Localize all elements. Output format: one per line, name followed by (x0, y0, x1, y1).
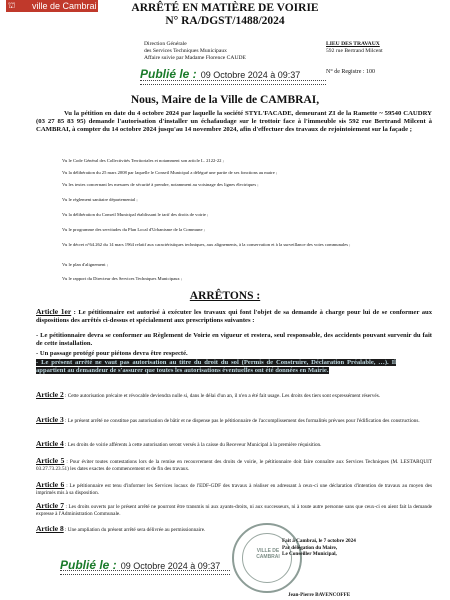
document-number: N° RA/DGST/1488/2024 (165, 15, 285, 27)
city-emblem-icon: ⛫ (8, 1, 16, 10)
article-label: Article 4 (36, 439, 64, 448)
service-line: des Services Techniques Municipaux (144, 48, 227, 54)
article-6 (36, 482, 432, 496)
vu-item: Vu le Code Général des Collectivités Territoriales et notamment son article L. 2122-22 ; (62, 158, 224, 163)
stamp-label: Publié le : (140, 67, 197, 81)
arretons-heading: ARRÊTONS : (189, 290, 261, 302)
signature-delegation: Par délégation du Maire, (282, 544, 338, 551)
service-line: Affaire suivie par Madame Florence CAUDE (144, 55, 246, 61)
article-1-item: - Un passage protégé pour piétons devra être respecté. (36, 350, 188, 357)
article-text: : Pour éviter toutes contestations lors de la remise en recouvrement des droits de voirie, le pétitionnaire doit faire connaître aux Services Techniques (M. LESTARQUIT 03.27.73.23.51) les dates exactes de commencement et de fin des travaux. (36, 459, 432, 472)
document-title: ARRÊTÉ EN MATIÈRE DE VOIRIE (131, 2, 319, 14)
article-1 (36, 308, 432, 325)
article-2 (36, 392, 432, 400)
stamp-rule (60, 574, 230, 575)
vu-item: Vu le rapport du Directeur des Services Techniques Municipaux ; (62, 276, 183, 281)
article-1-item (36, 359, 396, 375)
publication-stamp-bottom (60, 556, 240, 574)
vu-item: Vu les textes concernant les mesures de sécurité à prendre, notamment au voisinage des lignes électriques ; (62, 182, 259, 187)
signature-block (282, 538, 442, 558)
stamp-label: Publié le : (60, 558, 117, 572)
stamp-date: 09 Octobre 2024 à 09:37 (120, 561, 221, 571)
article-label: Article 7 (36, 501, 64, 510)
article-text: : Les droits ouverts par le présent arrêté ne pourront être transmis ni aux ayants-droits, ni aux successeurs, ni à toute autre personne sans que ceux-ci en aient fait la demande expresse à l'Administration Communale. (36, 504, 432, 517)
article-text: : Le pétitionnaire est autorisé à exécuter les travaux qui font l'objet de sa demande à charge pour lui de se conformer aux dispositions des arrêtés ci-dessus et spécialement aux prescriptions suivantes : (36, 309, 432, 324)
article-label: Article 2 (36, 390, 64, 399)
signature-place-date: Fait à Cambrai, le 7 octobre 2024 (282, 538, 356, 544)
lieu-label: LIEU DES TRAVAUX (326, 41, 380, 47)
vu-item: Vu le programme des servitudes du Plan Local d'Urbanisme de la Commune ; (62, 227, 205, 232)
signatory-name: Jean-Pierre BAVENCOFFE (288, 592, 351, 598)
vu-item: Vu la délibération du 25 mars 2008 par laquelle le Conseil Municipal a délégué une partie de ses fonctions au maire ; (62, 170, 278, 175)
article-text: : Une ampliation du présent arrêté sera délivrée au permissionnaire. (65, 527, 206, 533)
registre-number: N° de Registre : 100 (326, 69, 376, 75)
article-text: : Le présent arrêté ne constitue pas autorisation de bâtir et ne dispense pas le pétitionnaire de l'accomplissement des formalités prévues pour l'édification des constructions. (65, 418, 420, 424)
vu-item: Vu le règlement sanitaire départemental ; (62, 197, 138, 202)
article-3 (36, 417, 432, 425)
mayor-heading: Nous, Maire de la Ville de CAMBRAI, (130, 94, 320, 106)
article-8 (36, 526, 236, 534)
signature-role: Le Conseiller Municipal, (282, 551, 337, 558)
stamp-rule (140, 84, 326, 85)
lieu-address: 592 rue Bertrand Milcent (326, 48, 383, 54)
article-label: Article 5 (36, 456, 65, 465)
highlighted-text: - Le présent arrêté ne vaut pas autorisation au titre du droit du sol (Permis de Construire, Déclaration Préalable, …). Il appartient au demandeur de s'assurer que toutes les autorisations éventuelles ont été données en Mairie. (36, 359, 396, 374)
article-text: : Le pétitionnaire est tenu d'informer les Services locaux de l'EDF-GDF des travaux à réaliser en adressant à ceux-ci une déclaration d'intention de travaux au moyen des imprimés mis à sa disposition. (36, 483, 432, 496)
article-label: Article 8 (36, 524, 64, 533)
article-label: Article 6 (36, 480, 65, 489)
article-5 (36, 458, 432, 472)
service-line: Direction Générale (144, 41, 187, 47)
vu-item: Vu le décret n°64.262 du 14 mars 1964 relatif aux caractéristiques techniques, aux alignements, à la conservation et à la surveillance des voies communales ; (62, 242, 351, 247)
service-block (144, 41, 324, 62)
vu-item: Vu la délibération du Conseil Municipal établissant le tarif des droits de voirie ; (62, 212, 209, 217)
lieu-block (326, 41, 446, 55)
article-1-item: - Le pétitionnaire devra se conformer au Règlement de Voirie en vigueur et restera, seul responsable, des accidents pouvant survenir du fait de cette installation. (36, 332, 432, 347)
article-7 (36, 503, 432, 517)
article-text: : Cette autorisation précaire et révocable deviendra nulle si, dans le délai d'un an, il n'en a été fait usage. Les droits des tiers sont expressément réservés. (65, 393, 381, 399)
seal-text: VILLE DE CAMBRAI (256, 548, 280, 560)
vu-item: Vu le plan d'alignement ; (62, 262, 108, 267)
article-text: : Les droits de voirie afférents à cette autorisation seront versés à la caisse du Receveur Municipal à la première réquisition. (65, 442, 322, 448)
article-label: Article 1er (36, 307, 72, 316)
article-4 (36, 441, 432, 449)
stamp-rule (60, 570, 230, 571)
article-label: Article 3 (36, 415, 64, 424)
stamp-rule (140, 80, 326, 81)
petition-paragraph: Vu la pétition en date du 4 octobre 2024 par laquelle la société STYL'FACADE, demeurant ZI de la Ramette ~ 59540 CAUDRY (03 27 85 83 95) demande l'autorisation d'installer un échafaudage sur le trottoir face à l'immeuble sis 592 rue Bertrand Milcent à CAMBRAI, à compter du 14 octobre 2024 jusqu'au 14 novembre 2024, afin d'effectuer des travaux de rejointoiement sur la façade ; (36, 110, 432, 134)
logo-text: ville de Cambrai (32, 1, 97, 11)
stamp-date: 09 Octobre 2024 à 09:37 (200, 70, 301, 80)
